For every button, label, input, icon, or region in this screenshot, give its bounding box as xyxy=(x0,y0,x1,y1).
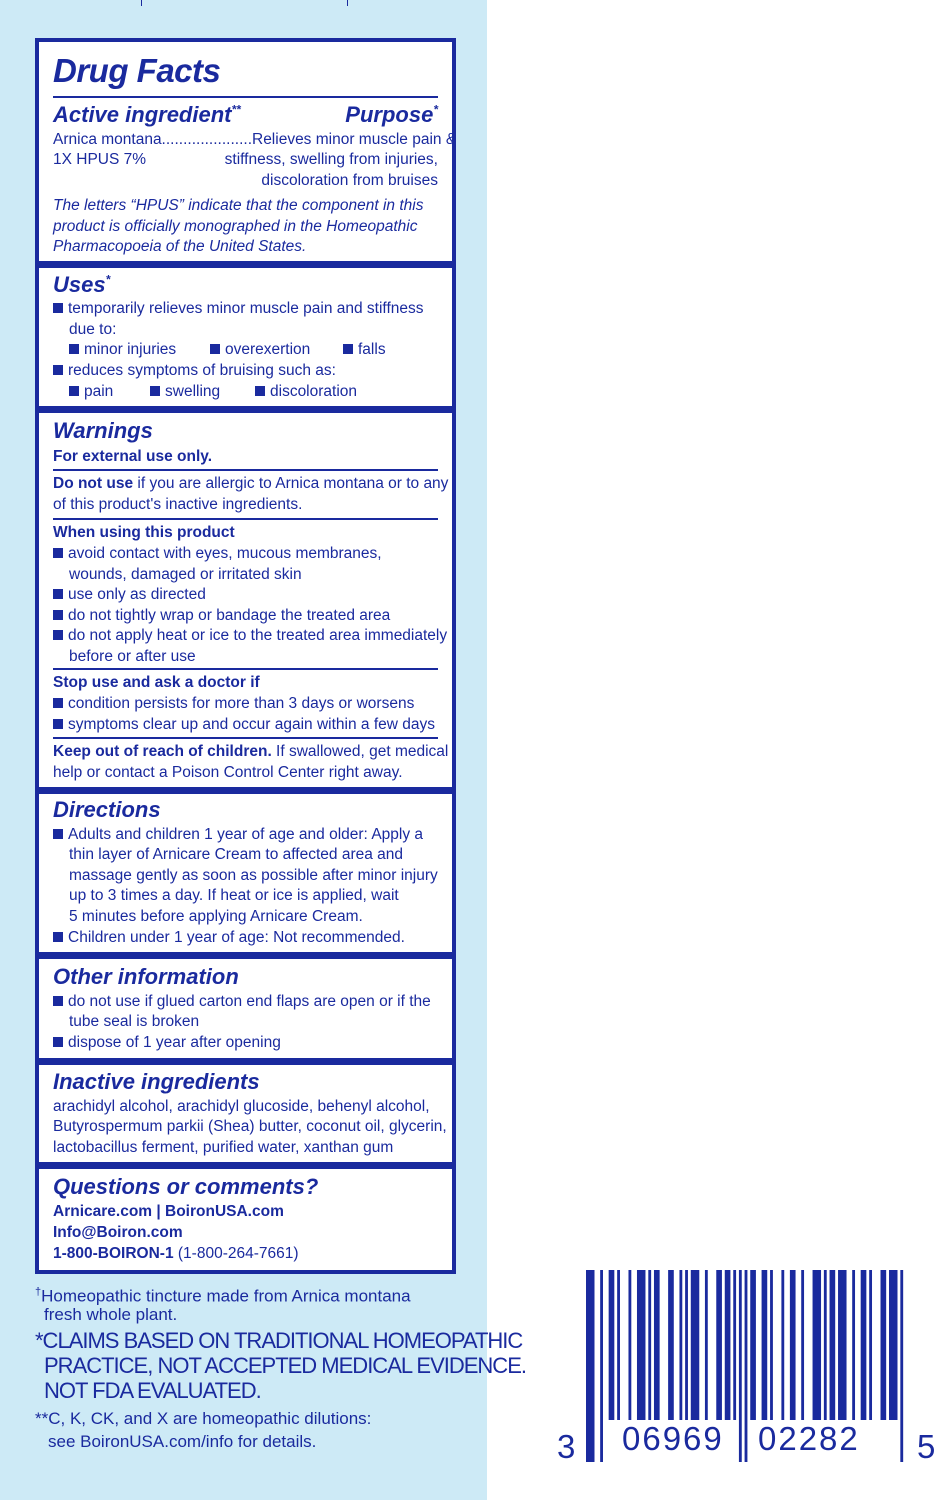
bullet-icon xyxy=(69,344,79,354)
purpose-heading: Purpose* xyxy=(345,102,438,127)
directions-item: Children under 1 year of age: Not recommended. xyxy=(53,928,405,948)
barcode-digits-right: 02282 xyxy=(758,1420,860,1457)
barcode-bar xyxy=(881,1270,887,1420)
purpose-line-2: stiffness, swelling from injuries, xyxy=(224,151,438,168)
keep-out-of-reach-cont: help or contact a Poison Control Center right away. xyxy=(53,764,403,781)
warnings-heading: Warnings xyxy=(53,418,153,443)
fold-mark xyxy=(347,0,348,6)
stop-use-item: symptoms clear up and occur again within a few days xyxy=(53,715,435,735)
hpus-note-2: product is officially monographed in the Homeopathic xyxy=(53,218,418,235)
claims-footnote: NOT FDA EVALUATED. xyxy=(44,1378,261,1403)
section-divider xyxy=(39,1058,452,1065)
barcode-bar xyxy=(600,1270,603,1462)
barcode-bar xyxy=(770,1270,773,1420)
bullet-icon xyxy=(53,589,63,599)
barcode-bar xyxy=(900,1270,903,1462)
websites: Arnicare.com | BoironUSA.com xyxy=(53,1203,284,1220)
bullet-icon xyxy=(210,344,220,354)
barcode-bar xyxy=(838,1270,846,1420)
bullet-icon xyxy=(69,386,79,396)
inactive-line: lactobacillus ferment, purified water, xanthan gum xyxy=(53,1139,394,1156)
section-divider xyxy=(39,1162,452,1169)
barcode-bar xyxy=(679,1270,682,1420)
dagger-footnote-cont: fresh whole plant. xyxy=(44,1305,178,1324)
divider xyxy=(53,518,438,520)
barcode-bar xyxy=(824,1270,827,1420)
barcode-bar xyxy=(790,1270,796,1420)
inactive-line: arachidyl alcohol, arachidyl glucoside, behenyl alcohol, xyxy=(53,1098,430,1115)
dilutions-footnote: **C, K, CK, and X are homeopathic dilutions: xyxy=(35,1409,372,1428)
barcode-bar xyxy=(869,1270,872,1420)
barcode-bar xyxy=(781,1270,784,1420)
uses-subitem: discoloration xyxy=(255,382,357,402)
claims-footnote: PRACTICE, NOT ACCEPTED MEDICAL EVIDENCE. xyxy=(44,1353,526,1378)
active-line-1: Arnica montana.....................Relieves minor muscle pain & xyxy=(53,131,457,148)
uses-item: temporarily relieves minor muscle pain and stiffness xyxy=(53,299,424,319)
fold-mark xyxy=(141,0,142,6)
bullet-icon xyxy=(150,386,160,396)
hpus-note-3: Pharmacopoeia of the United States. xyxy=(53,238,307,255)
bullet-icon xyxy=(255,386,265,396)
barcode-bar xyxy=(762,1270,768,1420)
uses-subitem: falls xyxy=(343,340,386,360)
uses-item-cont: due to: xyxy=(69,321,117,338)
when-using-cont: before or after use xyxy=(69,648,196,665)
active-strength: 1X HPUS 7% xyxy=(53,151,147,168)
barcode-bar xyxy=(801,1270,804,1420)
phone: 1-800-BOIRON-1 (1-800-264-7661) xyxy=(53,1245,299,1262)
barcode-bar xyxy=(691,1270,699,1420)
barcode-bar xyxy=(861,1270,867,1420)
directions-heading: Directions xyxy=(53,797,161,822)
when-using-item: avoid contact with eyes, mucous membranes, xyxy=(53,544,382,564)
bullet-icon xyxy=(53,829,63,839)
barcode-bar xyxy=(716,1270,722,1420)
section-divider xyxy=(39,406,452,413)
bullet-icon xyxy=(343,344,353,354)
barcode-bar xyxy=(654,1270,660,1420)
barcode-bar xyxy=(637,1270,645,1420)
uses-item: reduces symptoms of bruising such as: xyxy=(53,361,336,381)
dagger-footnote: †Homeopathic tincture made from Arnica montana xyxy=(35,1286,411,1306)
barcode-bar xyxy=(733,1270,736,1420)
uses-subitem: minor injuries xyxy=(69,340,176,360)
divider xyxy=(53,668,438,670)
bullet-icon xyxy=(53,630,63,640)
drug-facts-box xyxy=(35,38,456,1274)
other-cont: tube seal is broken xyxy=(69,1013,200,1030)
barcode-digit-first: 3 xyxy=(557,1428,576,1465)
barcode-bar xyxy=(685,1270,688,1420)
do-not-use-cont: of this product's inactive ingredients. xyxy=(53,496,303,513)
directions-cont: thin layer of Arnicare Cream to affected area and xyxy=(69,846,404,863)
bullet-icon xyxy=(53,303,63,313)
other-information-heading: Other information xyxy=(53,964,239,989)
barcode-digits-left: 06969 xyxy=(622,1420,724,1457)
drug-facts-title: Drug Facts xyxy=(53,52,221,89)
barcode-bar xyxy=(813,1270,821,1420)
uses-heading: Uses* xyxy=(53,272,111,297)
stop-use-heading: Stop use and ask a doctor if xyxy=(53,674,260,691)
bullet-icon xyxy=(53,365,63,375)
purpose-line-3: discoloration from bruises xyxy=(261,172,438,189)
barcode-bar xyxy=(750,1270,756,1420)
barcode-bar xyxy=(628,1270,631,1420)
inactive-ingredients-heading: Inactive ingredients xyxy=(53,1069,260,1094)
barcode-bar xyxy=(830,1270,836,1420)
hpus-note-1: The letters “HPUS” indicate that the component in this xyxy=(53,197,424,214)
directions-cont: up to 3 times a day. If heat or ice is applied, wait xyxy=(69,887,399,904)
directions-cont: 5 minutes before applying Arnicare Cream. xyxy=(69,908,363,925)
barcode-bar xyxy=(739,1270,742,1462)
when-using-cont: wounds, damaged or irritated skin xyxy=(69,566,302,583)
barcode-bar xyxy=(889,1270,897,1420)
bullet-icon xyxy=(53,610,63,620)
bullet-icon xyxy=(53,548,63,558)
bullet-icon xyxy=(53,932,63,942)
barcode-digit-last: 5 xyxy=(917,1428,935,1465)
uses-subitem: pain xyxy=(69,382,113,402)
other-item: do not use if glued carton end flaps are open or if the xyxy=(53,992,431,1012)
uses-subitem: overexertion xyxy=(210,340,310,360)
inactive-line: Butyrospermum parkii (Shea) butter, coconut oil, glycerin, xyxy=(53,1118,447,1135)
barcode-bar xyxy=(586,1270,594,1462)
barcode-bar xyxy=(609,1270,615,1420)
section-divider xyxy=(39,952,452,959)
barcode-bar xyxy=(745,1270,748,1462)
divider xyxy=(53,737,438,739)
divider xyxy=(53,469,438,471)
barcode-bar xyxy=(852,1270,855,1420)
when-using-item: do not tightly wrap or bandage the treated area xyxy=(53,606,390,626)
uses-subitem: swelling xyxy=(150,382,220,402)
bullet-icon xyxy=(53,996,63,1006)
barcode-bar xyxy=(668,1270,674,1420)
bullet-icon xyxy=(53,719,63,729)
external-use-only: For external use only. xyxy=(53,448,213,465)
bullet-icon xyxy=(53,1037,63,1047)
dilutions-footnote: see BoironUSA.com/info for details. xyxy=(48,1432,317,1451)
claims-footnote: *CLAIMS BASED ON TRADITIONAL HOMEOPATHIC xyxy=(35,1328,523,1353)
when-using-heading: When using this product xyxy=(53,524,235,541)
barcode-bar xyxy=(705,1270,708,1420)
email: Info@Boiron.com xyxy=(53,1224,183,1241)
other-item: dispose of 1 year after opening xyxy=(53,1033,281,1053)
barcode-bar xyxy=(617,1270,620,1420)
directions-item: Adults and children 1 year of age and older: Apply a xyxy=(53,825,423,845)
barcode-bar xyxy=(725,1270,731,1420)
bullet-icon xyxy=(53,698,63,708)
when-using-item: do not apply heat or ice to the treated area immediately xyxy=(53,626,447,646)
keep-out-of-reach: Keep out of reach of children. If swallowed, get medical xyxy=(53,743,449,760)
questions-heading: Questions or comments? xyxy=(53,1174,319,1199)
when-using-item: use only as directed xyxy=(53,585,206,605)
stop-use-item: condition persists for more than 3 days or worsens xyxy=(53,694,414,714)
divider xyxy=(53,96,438,98)
barcode-bar xyxy=(648,1270,651,1420)
section-divider xyxy=(39,787,452,794)
directions-cont: massage gently as soon as possible after minor injury xyxy=(69,867,438,884)
active-ingredient-heading: Active ingredient** xyxy=(53,102,241,127)
section-divider xyxy=(39,261,452,268)
do-not-use: Do not use if you are allergic to Arnica montana or to any xyxy=(53,475,449,492)
